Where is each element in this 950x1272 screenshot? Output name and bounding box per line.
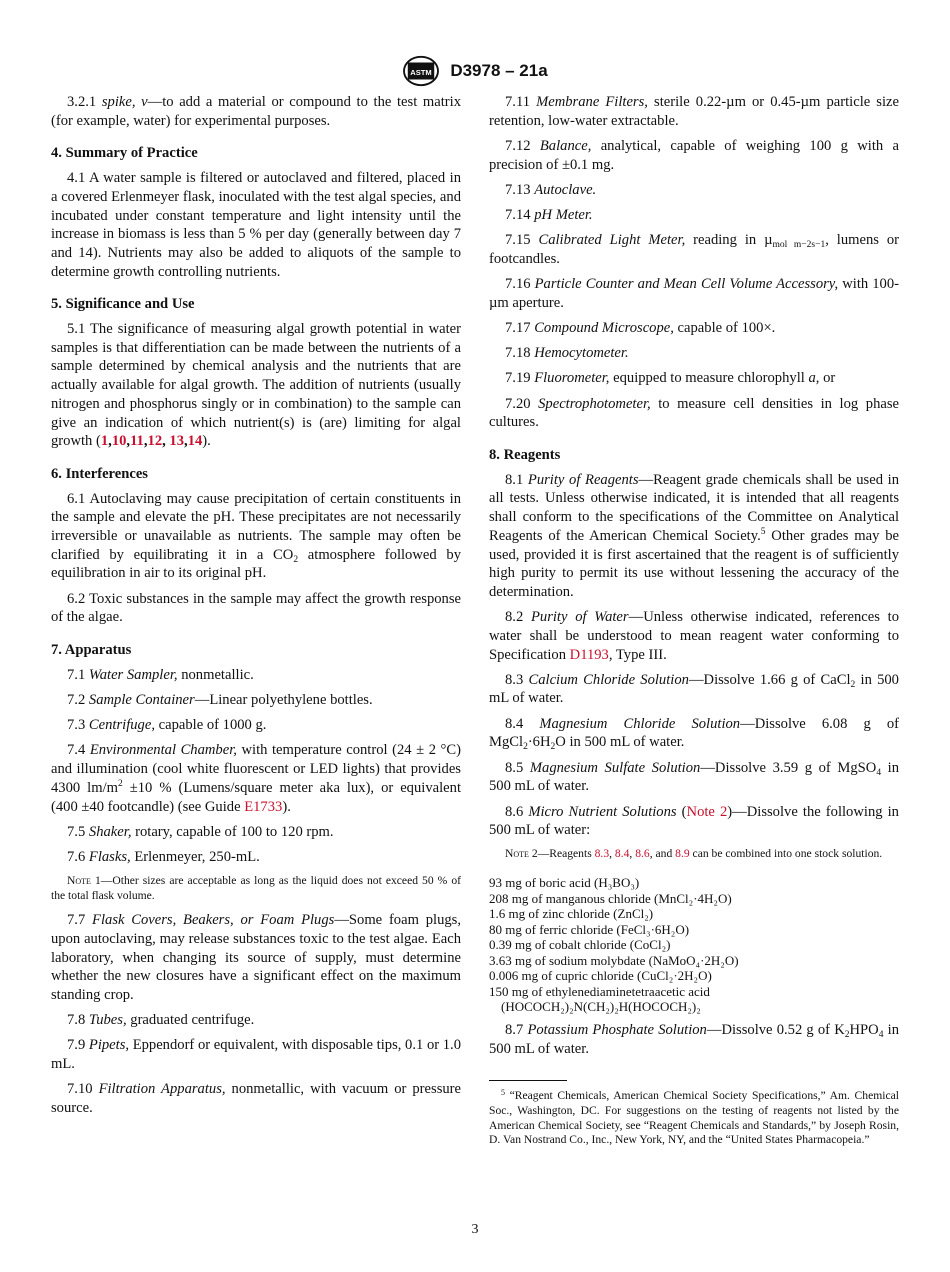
astm-logo-icon	[402, 54, 440, 88]
micro-nutrient-list	[489, 875, 899, 1015]
apparatus-item: 7.19 Fluorometer, equipped to measure chlorophyll a, or	[505, 370, 836, 387]
list-item: 150 mg of ethylenediaminetetraacetic acid	[489, 983, 710, 999]
reagent-item: 8.4 Magnesium Chloride Solution—Dissolve 6.08 g of $MgCl_2\cdot 6H_2O$ in 500 mL of water.	[489, 715, 899, 753]
reference-link[interactable]: 13	[169, 433, 185, 450]
reagent-link[interactable]: 8.4	[614, 847, 630, 861]
apparatus-item: 7.13 Autoclave.	[505, 181, 597, 198]
apparatus-item: 7.1 Water Sampler, nonmetallic.	[67, 666, 254, 683]
reagent-item: 8.3 Calcium Chloride Solution—Dissolve 1.66 g of CaCl$_2$ in 500 mL of water.	[489, 671, 899, 707]
apparatus-item: 7.8 Tubes, graduated centrifuge.	[67, 1012, 255, 1029]
note-2: Note 2—Reagents 8.3, 8.4, 8.6, and 8.9 can be combined into one stock solution.	[505, 847, 883, 861]
list-item: 80 mg of ferric chloride (FeCl₃·6H₂O)	[489, 921, 690, 937]
reagent-item: 8.7 Potassium Phosphate Solution—Dissolve 0.52 g of $K_2HPO_4$ in 500 mL of water.	[489, 1021, 899, 1057]
apparatus-item: 7.4 Environmental Chamber, with temperature control (24 ± 2 °C) and illumination (cool white fluorescent or LED lights) that provides 4300 $lm/m^2 \pm 10$ % (Lumens/square meter aka lux), or equivalent (400 ±40 footcandle) (see Guide E1733).	[51, 742, 461, 815]
apparatus-item: 7.14 pH Meter.	[505, 207, 593, 224]
list-item: 0.39 mg of cobalt chloride (CoCl₂)	[489, 937, 671, 953]
list-item: 93 mg of boric acid (H₃BO₃)	[489, 875, 640, 891]
reference-link[interactable]: 12	[147, 433, 163, 450]
reagent-item: 8.2 Purity of Water—Unless otherwise indicated, references to water shall be understood to mean reagent water conforming to Specification D1193, Type III.	[489, 609, 899, 663]
paragraph: 4.1 A water sample is filtered or autoclaved and filtered, placed in a covered Erlenmeyer flask, inoculated with the test algal species, and incubated under constant temperature and light intensity until the increase in biomass is less than 5 % per day (generally between day 7 and 14). Nutrients may also be added to aliquots of the sample to determine growth controlling nutrients.	[51, 170, 461, 280]
reagent-link[interactable]: 8.3	[594, 847, 610, 861]
section-heading: 4. Summary of Practice	[51, 145, 198, 162]
apparatus-item: 7.9 Pipets, Eppendorf or equivalent, with disposable tips, 0.1 or 1.0 mL.	[51, 1037, 461, 1073]
apparatus-item: 7.11 Membrane Filters, sterile 0.22-µm or 0.45-µm particle size retention, low-water extractable.	[489, 94, 899, 129]
apparatus-item: 7.18 Hemocytometer.	[505, 345, 629, 362]
reagent-link[interactable]: 8.9	[675, 847, 690, 861]
right-column	[489, 93, 899, 1148]
svg-text:ASTM: ASTM	[410, 67, 433, 77]
reference-link[interactable]: 1	[100, 433, 109, 450]
apparatus-item: 7.12 Balance, analytical, capable of weighing 100 g with a precision of ±0.1 mg.	[489, 137, 899, 173]
section-heading: 7. Apparatus	[51, 642, 132, 659]
apparatus-item: 7.20 Spectrophotometer, to measure cell densities in log phase cultures.	[489, 395, 899, 431]
note-link[interactable]: Note 2	[686, 803, 728, 820]
apparatus-item: 7.15 Calibrated Light Meter, reading in µ$_{mol m-2s-1}$, lumens or footcandles.	[489, 232, 900, 267]
reference-link[interactable]: 11	[130, 433, 144, 450]
reagent-item: 8.1 Purity of Reagents—Reagent grade chemicals shall be used in all tests. Unless otherwise indicated, it is intended that all reagents shall conform to the specifications of the Committee on Analytical Reagents of the American Chemical Society.$^5$ Other grades may be used, provided it is first ascertained that the reagent is of sufficiently high purity to permit its use without lessening the accuracy of the determination.	[489, 471, 900, 600]
list-item: 208 mg of manganous chloride (MnCl₂·4H₂O)	[489, 890, 732, 906]
page-number: 3	[471, 1222, 479, 1237]
reagent-item: 8.5 Magnesium Sulfate Solution—Dissolve 3.59 g of MgSO$_4$ in 500 mL of water.	[489, 759, 900, 795]
section-heading: 6. Interferences	[51, 465, 148, 482]
apparatus-item: 7.16 Particle Counter and Mean Cell Volume Accessory, with 100-µm aperture.	[489, 276, 900, 311]
apparatus-item: 7.5 Shaker, rotary, capable of 100 to 120 rpm.	[67, 823, 334, 840]
list-item: 1.6 mg of zinc chloride (ZnCl₂)	[489, 906, 654, 922]
list-item: (HOCOCH₂)₂N(CH₂)₂H(HOCOCH₂)₂	[501, 999, 701, 1015]
paragraph: 6.1 Autoclaving may cause precipitation of certain constituents in the sample and elevate the pH. These precipitates are not necessarily irreversible or unavailable as nutrients. The sample may often be clarified by equilibrating it in a $CO_2$ atmosphere followed by equilibration in air to its original pH.	[51, 490, 461, 582]
apparatus-item: 7.7 Flask Covers, Beakers, or Foam Plugs—Some foam plugs, upon autoclaving, may release substances toxic to the test algae. Each laboratory, when changing its source of supply, must determine whether the new closures have a significant effect on the maximum standing crop.	[51, 912, 461, 1003]
apparatus-item: 7.3 Centrifuge, capable of 1000 g.	[67, 717, 267, 734]
left-column	[51, 93, 461, 1124]
page-header	[0, 54, 950, 88]
section-heading: 8. Reagents	[489, 447, 561, 464]
section-heading: 5. Significance and Use	[51, 296, 195, 313]
reagent-item: 8.6 Micro Nutrient Solutions (Note 2)—Dissolve the following in 500 mL of water:	[489, 803, 899, 839]
list-item: 3.63 mg of sodium molybdate (NaMoO₄·2H₂O)	[489, 952, 739, 968]
reference-link[interactable]: 14	[187, 433, 203, 450]
note-1: Note 1—Other sizes are acceptable as long as the liquid does not exceed 50 % of the total flask volume.	[51, 874, 461, 903]
paragraph: 6.2 Toxic substances in the sample may affect the growth response of the algae.	[51, 590, 461, 626]
paragraph: 5.1 The significance of measuring algal growth potential in water samples is that differentiation can be made between the nutrients of a sample determined by chemical analysis and the nutrients that are actually available for algal growth. The addition of nutrients (usually nitrogen and phosphorus singly or in combination) to the sample can give an indication of which nutrient(s) is (are) limiting for algal growth (1,10,11,12, 13,14).	[51, 321, 461, 450]
apparatus-item: 7.2 Sample Container—Linear polyethylene bottles.	[67, 691, 373, 708]
apparatus-item: 7.10 Filtration Apparatus, nonmetallic, with vacuum or pressure source.	[51, 1081, 462, 1116]
standard-link[interactable]: D1193	[569, 646, 609, 663]
reference-link[interactable]: 10	[111, 433, 127, 450]
paragraph-3-2-1: 3.2.1 spike, v—to add a material or compound to the test matrix (for example, water) for experimental purposes.	[51, 94, 462, 129]
designation: D3978 – 21a	[450, 61, 548, 80]
footnote: $^5$ “Reagent Chemicals, American Chemical Society Specifications,” Am. Chemical Soc., Washington, DC. For suggestions on the testing of reagents not listed by the American Chemical Society, see “Reagent Chemicals and Standards,” by Joseph Rosin, D. Van Nostrand Co., Inc., New York, NY, and the “United States Pharmacopeia.”	[489, 1088, 899, 1147]
apparatus-item: 7.17 Compound Microscope, capable of 100×.	[505, 320, 776, 337]
footnote-divider	[489, 1080, 567, 1081]
reagent-link[interactable]: 8.6	[635, 847, 650, 861]
list-item: 0.006 mg of cupric chloride (CuCl₂·2H₂O)	[489, 968, 712, 984]
standard-link[interactable]: E1733	[244, 798, 283, 815]
apparatus-item: 7.6 Flasks, Erlenmeyer, 250-mL.	[67, 848, 260, 865]
